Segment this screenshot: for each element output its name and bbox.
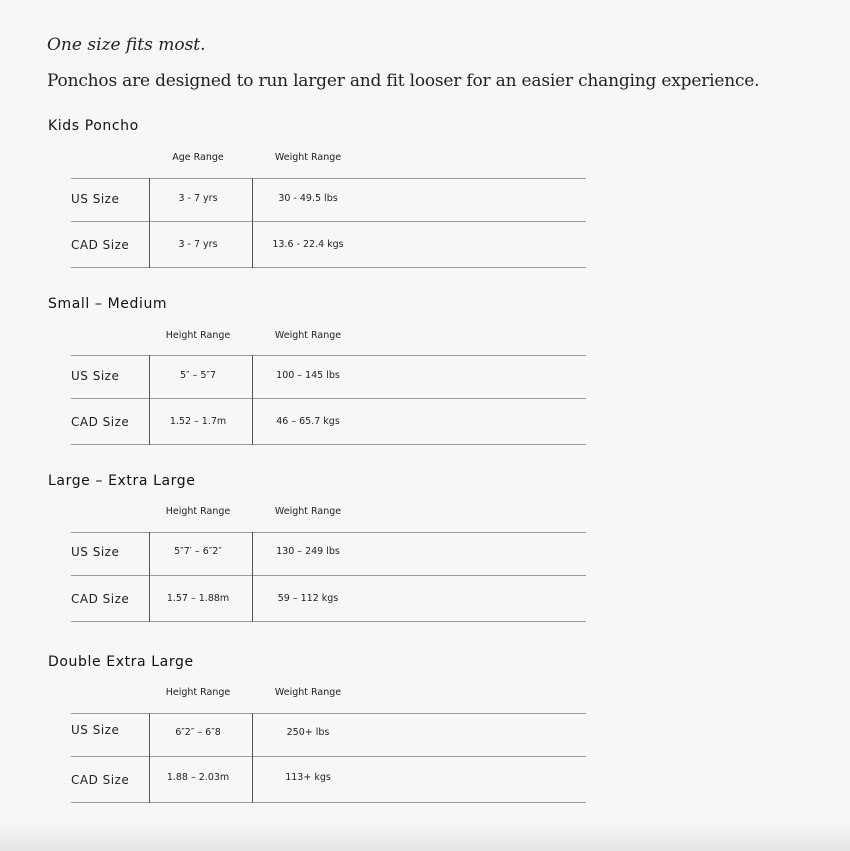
- row-label-us-size: US Size: [71, 545, 120, 559]
- column-header: Weight Range: [274, 687, 342, 698]
- row-label-us-size: US Size: [71, 369, 120, 383]
- column-header: Age Range: [172, 152, 224, 163]
- column-divider: [149, 355, 150, 445]
- section-title-kids-poncho: Kids Poncho: [48, 118, 139, 134]
- intro-tagline: One size fits most.: [47, 35, 206, 55]
- column-divider: [149, 713, 150, 803]
- table-cell: 1.52 – 1.7m: [169, 416, 227, 427]
- section-title-small-medium: Small – Medium: [48, 296, 168, 312]
- size-table-double-extra-large: [71, 687, 586, 805]
- table-cell: 250+ lbs: [286, 727, 330, 738]
- column-divider: [149, 532, 150, 622]
- column-header: Weight Range: [274, 506, 342, 517]
- bottom-shadow: [0, 821, 850, 851]
- table-cell: 46 – 65.7 kgs: [276, 416, 340, 427]
- row-label-cad-size: CAD Size: [71, 592, 130, 606]
- table-cell: 30 - 49.5 lbs: [278, 193, 338, 204]
- row-label-cad-size: CAD Size: [71, 238, 130, 252]
- column-header: Height Range: [165, 687, 231, 698]
- table-cell: 100 – 145 lbs: [276, 370, 340, 381]
- table-cell: 59 – 112 kgs: [277, 593, 339, 604]
- column-divider: [252, 178, 253, 268]
- table-cell: 5″7′ – 6″2″: [174, 546, 222, 557]
- table-cell: 3 - 7 yrs: [178, 193, 218, 204]
- table-cell: 1.88 – 2.03m: [166, 772, 230, 783]
- size-table-kids-poncho: [71, 152, 586, 269]
- column-header: Height Range: [165, 330, 231, 341]
- row-label-us-size: US Size: [71, 723, 120, 737]
- intro-description: Ponchos are designed to run larger and fit looser for an easier changing experience.: [47, 71, 760, 91]
- size-table-small-medium: [71, 330, 586, 447]
- row-label-cad-size: CAD Size: [71, 415, 130, 429]
- section-title-large-extra-large: Large – Extra Large: [48, 473, 196, 489]
- column-header: Weight Range: [274, 152, 342, 163]
- column-divider: [149, 178, 150, 268]
- column-header: Weight Range: [274, 330, 342, 341]
- table-cell: 113+ kgs: [285, 772, 331, 783]
- row-label-cad-size: CAD Size: [71, 773, 130, 787]
- section-title-double-extra-large: Double Extra Large: [48, 654, 194, 670]
- table-cell: 130 – 249 lbs: [276, 546, 340, 557]
- table-cell: 13.6 - 22.4 kgs: [272, 239, 344, 250]
- table-cell: 1.57 – 1.88m: [166, 593, 230, 604]
- table-cell: 3 - 7 yrs: [178, 239, 218, 250]
- column-divider: [252, 532, 253, 622]
- size-table-large-extra-large: [71, 506, 586, 624]
- column-divider: [252, 713, 253, 803]
- column-divider: [252, 355, 253, 445]
- column-header: Height Range: [165, 506, 231, 517]
- row-label-us-size: US Size: [71, 192, 120, 206]
- table-cell: 6″2″ – 6″8: [175, 727, 221, 738]
- table-cell: 5″ – 5″7: [179, 370, 217, 381]
